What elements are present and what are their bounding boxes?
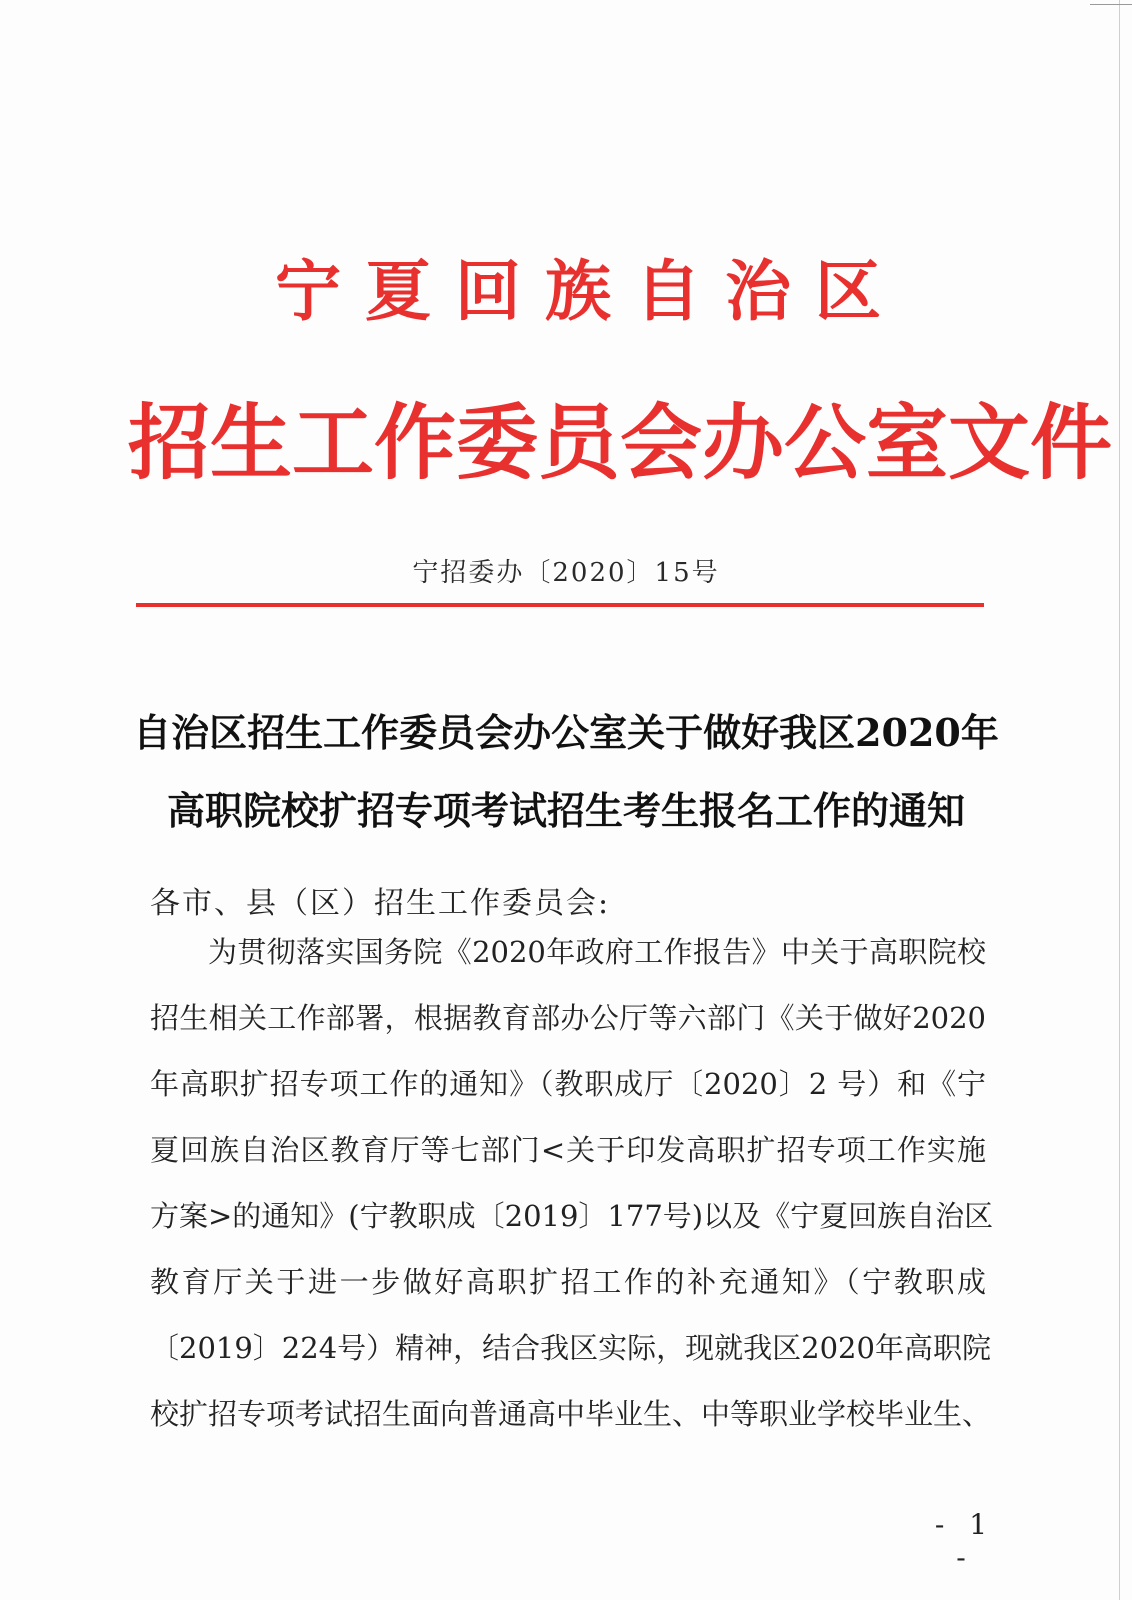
- issuer-name-line-1: 宁夏回族自治区: [275, 252, 905, 330]
- salutation: 各市、县（区）招生工作委员会:: [150, 886, 611, 921]
- document-number: 宁招委办〔2020〕15号: [412, 558, 720, 588]
- body-line: 校扩招专项考试招生面向普通高中毕业生、中等职业学校毕业生、: [150, 1397, 992, 1431]
- body-line: 教育厅关于进一步做好高职扩招工作的补充通知》（宁教职成: [150, 1265, 986, 1299]
- notice-title-line-2: 高职院校扩招专项考试招生考生报名工作的通知: [166, 788, 965, 833]
- body-line: 夏回族自治区教育厅等七部门<关于印发高职扩招专项工作实施: [150, 1133, 986, 1167]
- red-separator-rule: [136, 603, 984, 607]
- issuer-name-line-2: 招生工作委员会办公室文件: [128, 395, 1113, 491]
- body-line: 方案>的通知》(宁教职成〔2019〕177号)以及《宁夏回族自治区: [150, 1199, 994, 1233]
- body-line: 招生相关工作部署，根据教育部办公厅等六部门《关于做好2020: [150, 1001, 986, 1035]
- page-number: - 1 -: [934, 1508, 996, 1574]
- notice-title-line-1: 自治区招生工作委员会办公室关于做好我区2020年: [133, 710, 999, 755]
- body-line: 年高职扩招专项工作的通知》（教职成厅〔2020〕2 号）和《宁: [150, 1067, 986, 1101]
- body-line: 为贯彻落实国务院《2020年政府工作报告》中关于高职院校: [208, 935, 986, 969]
- body-line: 〔2019〕224号）精神，结合我区实际，现就我区2020年高职院: [150, 1331, 991, 1365]
- scan-edge-top: [1090, 4, 1132, 5]
